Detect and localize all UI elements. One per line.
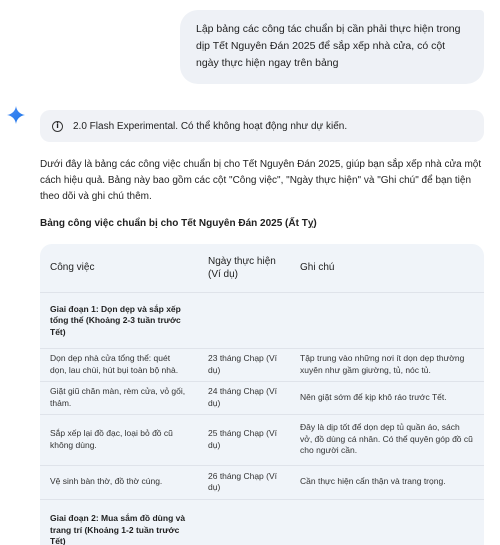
note-cell: Tập trung vào những nơi ít dọn dẹp thường xuyên như gầm giường, tủ, nóc tủ. bbox=[290, 348, 484, 381]
date-cell: 25 tháng Chạp (Ví dụ) bbox=[198, 414, 290, 465]
table-row-phase-2 bbox=[40, 499, 484, 545]
task-table-card bbox=[40, 244, 484, 545]
table-title: Bảng công việc chuẩn bị cho Tết Nguyên Đán 2025 (Ất Tỵ) bbox=[40, 218, 317, 229]
notice-text: 2.0 Flash Experimental. Có thể không hoạt động như dự kiến. bbox=[73, 120, 348, 132]
phase-label: Giai đoạn 1: Dọn dẹp và sắp xếp tổng thể (Khoảng 2-3 tuần trước Tết) bbox=[40, 292, 198, 348]
response-intro: Dưới đây là bảng các công việc chuẩn bị cho Tết Nguyên Đán 2025, giúp bạn sắp xếp nhà cửa một cách hiệu quả. Bảng này bao gồm các cột "Công việc", "Ngày thực hiện" và "Ghi chú" để bạn tiện theo dõi và ghi chú thêm. bbox=[40, 159, 482, 202]
task-cell: Giặt giũ chăn màn, rèm cửa, vỏ gối, thảm. bbox=[40, 381, 198, 414]
table-header-row bbox=[40, 244, 484, 292]
header-note: Ghi chú bbox=[300, 262, 335, 274]
info-icon: i bbox=[52, 121, 63, 132]
header-date: Ngày thực hiện (Ví dụ) bbox=[208, 255, 276, 280]
user-message-bubble bbox=[180, 10, 484, 84]
table-row bbox=[40, 465, 484, 499]
header-task: Công việc bbox=[50, 262, 95, 274]
table-row bbox=[40, 381, 484, 414]
task-cell: Sắp xếp lại đồ đạc, loại bỏ đồ cũ không dùng. bbox=[40, 414, 198, 465]
date-cell: 26 tháng Chạp (Ví dụ) bbox=[198, 465, 290, 499]
date-cell: 24 tháng Chạp (Ví dụ) bbox=[198, 381, 290, 414]
gemini-sparkle-icon bbox=[7, 106, 25, 124]
table-row bbox=[40, 414, 484, 465]
note-cell: Đây là dịp tốt để dọn dẹp tủ quần áo, sách vở, đồ dùng cá nhân. Có thể quyên góp đồ cũ cho người cần. bbox=[290, 414, 484, 465]
task-cell: Vệ sinh bàn thờ, đồ thờ cúng. bbox=[40, 465, 198, 499]
table-row-phase-1 bbox=[40, 292, 484, 348]
table-row bbox=[40, 348, 484, 381]
task-cell: Dọn dẹp nhà cửa tổng thể: quét dọn, lau chùi, hút bụi toàn bộ nhà. bbox=[40, 348, 198, 381]
phase-label: Giai đoạn 2: Mua sắm đồ dùng và trang trí (Khoảng 1-2 tuần trước Tết) bbox=[40, 499, 198, 545]
user-message-text: Lập bảng các công tác chuẩn bị cần phải thực hiện trong dịp Tết Nguyên Đán 2025 để sắp xếp nhà cửa, có cột ngày thực hiện ngay trên bảng bbox=[196, 23, 461, 69]
note-cell: Cần thực hiện cẩn thận và trang trọng. bbox=[290, 465, 484, 499]
date-cell: 23 tháng Chạp (Ví dụ) bbox=[198, 348, 290, 381]
note-cell: Nên giặt sớm để kịp khô ráo trước Tết. bbox=[290, 381, 484, 414]
task-table bbox=[40, 244, 484, 545]
experimental-notice bbox=[40, 110, 484, 142]
